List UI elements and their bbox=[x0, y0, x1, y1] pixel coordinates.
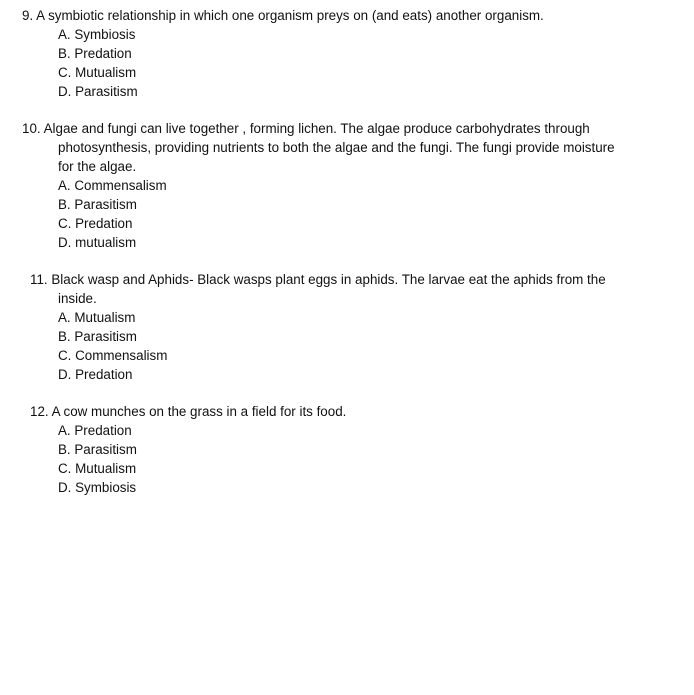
question-number: 9. bbox=[22, 8, 34, 23]
answer-choices bbox=[30, 308, 680, 384]
choice-a: A. Predation bbox=[58, 423, 132, 438]
choice-c: C. Predation bbox=[58, 216, 133, 231]
choice-a: A. Symbiosis bbox=[58, 27, 136, 42]
question-11 bbox=[30, 270, 680, 384]
answer-choices bbox=[22, 176, 672, 252]
question-line bbox=[22, 119, 672, 138]
answer-choices bbox=[30, 421, 680, 497]
question-line-continued: for the algae. bbox=[58, 159, 137, 174]
question-number: 11. bbox=[30, 272, 48, 287]
question-10 bbox=[22, 119, 672, 252]
question-line-text: Algae and fungi can live together , forming lichen. The algae produce carbohydrates through bbox=[43, 121, 590, 136]
question-number: 10. bbox=[22, 121, 41, 136]
choice-d: D. Symbiosis bbox=[58, 480, 137, 495]
question-9 bbox=[22, 6, 672, 101]
question-line-continued: inside. bbox=[58, 291, 97, 306]
question-number: 12. bbox=[30, 404, 49, 419]
choice-b: B. Parasitism bbox=[58, 442, 137, 457]
choice-d: D. Parasitism bbox=[58, 84, 138, 99]
question-text bbox=[22, 119, 672, 176]
choice-b: B. Predation bbox=[58, 46, 132, 61]
question-line-text: A cow munches on the grass in a field for its food. bbox=[51, 404, 347, 419]
question-line-text: A symbiotic relationship in which one organism preys on (and eats) another organism. bbox=[36, 8, 544, 23]
question-line-continued: photosynthesis, providing nutrients to both the algae and the fungi. The fungi provide moisture bbox=[58, 140, 615, 155]
choice-a: A. Commensalism bbox=[58, 178, 167, 193]
choice-c: C. Commensalism bbox=[58, 348, 168, 363]
choice-d: D. mutualism bbox=[58, 235, 137, 250]
question-line bbox=[30, 402, 680, 421]
answer-choices bbox=[22, 25, 672, 101]
choice-a: A. Mutualism bbox=[58, 310, 136, 325]
question-text bbox=[30, 270, 680, 308]
choice-d: D. Predation bbox=[58, 367, 133, 382]
question-line bbox=[30, 270, 680, 289]
choice-c: C. Mutualism bbox=[58, 65, 137, 80]
choice-b: B. Parasitism bbox=[58, 197, 137, 212]
question-12 bbox=[30, 402, 680, 497]
question-text bbox=[30, 402, 680, 421]
question-line-text: Black wasp and Aphids- Black wasps plant eggs in aphids. The larvae eat the aphids from the bbox=[51, 272, 606, 287]
question-line bbox=[22, 6, 672, 25]
question-text bbox=[22, 6, 672, 25]
choice-b: B. Parasitism bbox=[58, 329, 137, 344]
choice-c: C. Mutualism bbox=[58, 461, 137, 476]
